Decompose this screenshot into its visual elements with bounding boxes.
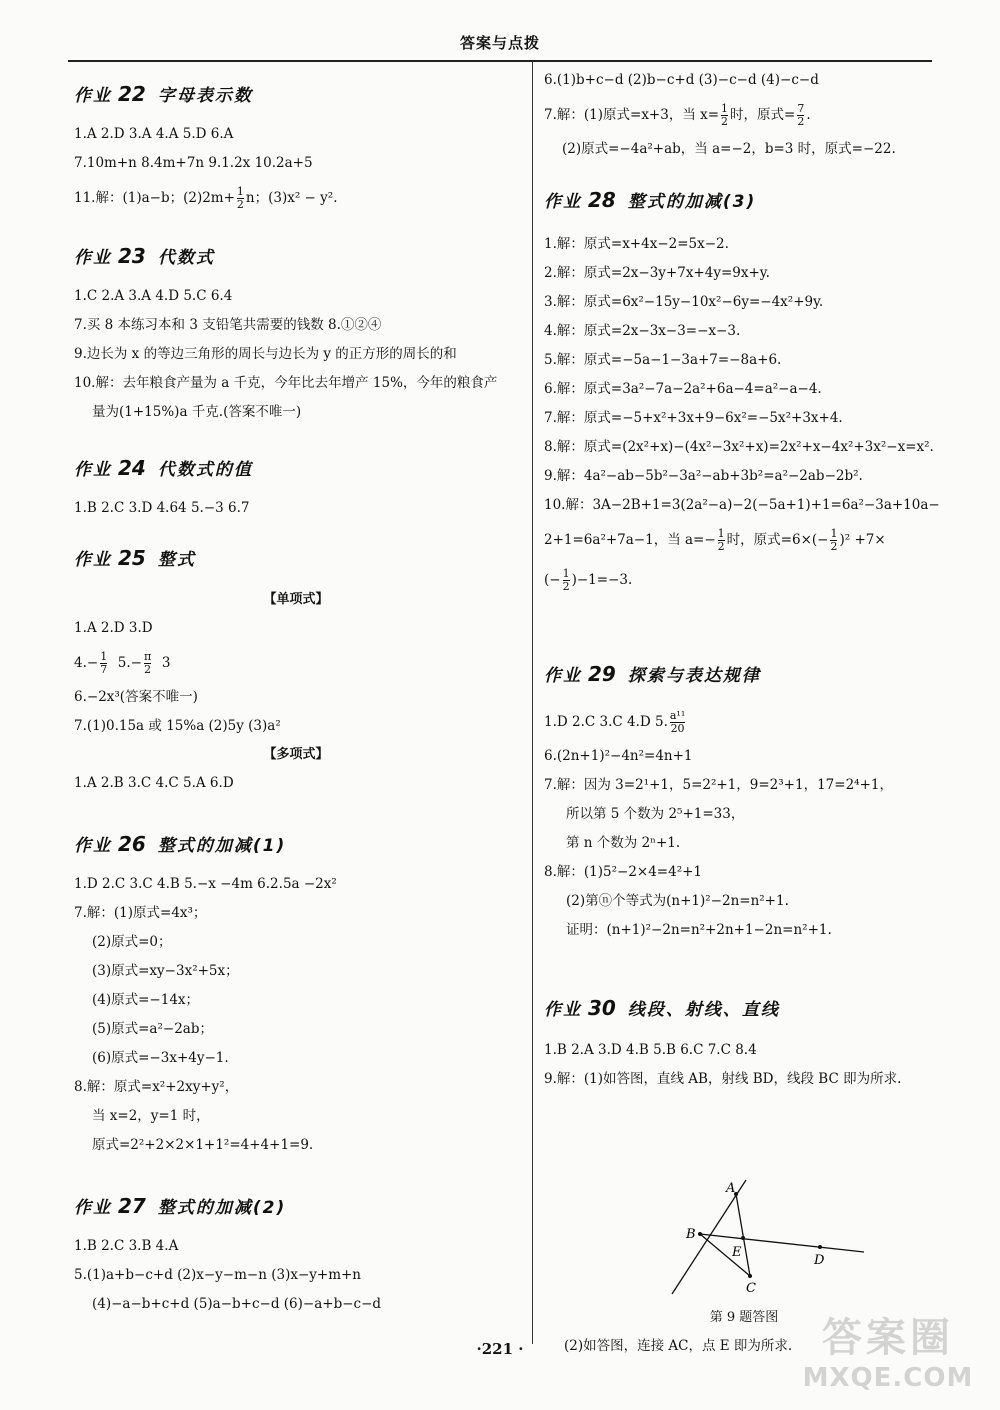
answer-line: 1.B 2.C 3.B 4.A — [74, 1238, 179, 1254]
label-c: C — [746, 1281, 756, 1296]
section-30 — [544, 996, 944, 1094]
answer-line: 1.A 2.D 3.D — [74, 620, 153, 636]
subheading-polynomial: 【多项式】 — [263, 747, 329, 762]
answer-line: 10.解：去年粮食产量为 a 千克，今年比去年增产 15%，今年的粮食产 — [74, 375, 498, 391]
point-d — [818, 1245, 822, 1249]
answer-line: 10.解：3A−2B+1=3(2a²−a)−2(−5a+1)+1=6a²−3a+10a− — [544, 497, 940, 513]
label-b: B — [686, 1227, 696, 1242]
section-24 — [74, 456, 518, 523]
line-ab — [672, 1180, 746, 1294]
answer-line: 1.D 2.C 3.C 4.D 5. $\frac{\text{a¹¹}}{20}$ — [544, 709, 686, 735]
section-23 — [74, 244, 518, 427]
answer-line: 证明：(n+1)²−2n=n²+2n+1−2n=n²+1. — [566, 922, 832, 938]
answer-line: 2.解：原式=2x−3y+7x+4y=9x+y. — [544, 265, 770, 281]
answer-line: 7.解：(1)原式=x+3，当 x= $\frac{1}{2}$ 时，原式= $\frac{7}{2}$ . — [544, 102, 811, 128]
answer-line: (2)第ⓝ个等式为(n+1)²−2n=n²+1. — [566, 893, 789, 909]
watermark-line1: 答案圈 — [822, 1315, 954, 1361]
section-25 — [74, 546, 518, 798]
segment-bc — [700, 1234, 750, 1276]
answer-line: 原式=2²+2×2×1+1²=4+4+1=9. — [92, 1137, 314, 1153]
figure-caption: 第 9 题答图 — [709, 1310, 779, 1325]
answer-line: (2)原式=0； — [92, 934, 172, 950]
answer-line: 1.B 2.C 3.D 4.64 5.−3 6.7 — [74, 500, 250, 516]
answer-line: 11.解：(1)a−b；(2)2m+ $\frac{1}{2}$ n；(3)x² − y². — [74, 185, 338, 211]
section-28 — [544, 188, 944, 600]
section-27-continued — [544, 66, 944, 164]
section-heading: 作业 22 字母表示数 — [74, 82, 253, 106]
section-heading: 作业 30 线段、射线、直线 — [544, 996, 780, 1020]
segment-ac — [736, 1194, 750, 1276]
answer-line: 8.解：(1)5²−2×4=4²+1 — [544, 864, 703, 880]
answer-line: 1.D 2.C 3.C 4.B 5.−x −4m 6.2.5a −2x² — [74, 876, 337, 892]
answer-line: (4)−a−b+c+d (5)a−b+c−d (6)−a+b−c−d — [92, 1296, 382, 1312]
answer-line: (6)原式=−3x+4y−1. — [92, 1050, 229, 1066]
section-27 — [74, 1194, 518, 1319]
figure-q9 — [664, 1166, 864, 1298]
answer-line: 9.解：(1)如答图，直线 AB，射线 BD，线段 BC 即为所求. — [544, 1071, 902, 1087]
answer-line: 3.解：原式=6x²−15y−10x²−6y=−4x²+9y. — [544, 294, 824, 310]
column-divider — [532, 62, 533, 1344]
label-a: A — [726, 1181, 736, 1196]
answer-line: 1.B 2.A 3.D 4.B 5.B 6.C 7.C 8.4 — [544, 1042, 757, 1058]
answer-line: 7.(1)0.15a 或 15%a (2)5y (3)a² — [74, 718, 281, 734]
answer-line: 7.解：原式=−5+x²+3x+9−6x²=−5x²+3x+4. — [544, 410, 843, 426]
answer-line: (4)原式=−14x； — [92, 992, 200, 1008]
section-heading: 作业 27 整式的加减(2) — [74, 1194, 287, 1218]
answer-line: (5)原式=a²−2ab； — [92, 1021, 213, 1037]
answer-line: 1.A 2.D 3.A 4.A 5.D 6.A — [74, 126, 234, 142]
section-heading: 作业 24 代数式的值 — [74, 456, 253, 480]
page-header-title: 答案与点拨 — [459, 34, 540, 52]
section-26 — [74, 832, 518, 1160]
answer-line: 4.− $\frac{1}{7}$ 5.− $\frac{\pi}{2}$ 3 — [74, 650, 171, 676]
watermark — [794, 1306, 982, 1393]
label-d: D — [814, 1253, 825, 1268]
ray-bd — [700, 1234, 864, 1252]
section-heading: 作业 26 整式的加减(1) — [74, 832, 287, 856]
point-c — [748, 1274, 752, 1278]
answer-line: 9.边长为 x 的等边三角形的周长与边长为 y 的正方形的周长的和 — [74, 346, 457, 362]
answer-line: 1.解：原式=x+4x−2=5x−2. — [544, 236, 729, 252]
answer-line: 第 n 个数为 2ⁿ+1. — [566, 835, 681, 851]
answer-line: 所以第 5 个数为 2⁵+1=33， — [566, 806, 745, 822]
watermark-line2: MXQE.COM — [802, 1363, 974, 1393]
header-rule — [68, 60, 932, 62]
subheading-monomial: 【单项式】 — [263, 592, 329, 607]
answer-line: 5.(1)a+b−c+d (2)x−y−m−n (3)x−y+m+n — [74, 1267, 362, 1283]
answer-line: 6.−2x³(答案不唯一) — [74, 689, 198, 705]
section-heading: 作业 29 探索与表达规律 — [544, 662, 761, 686]
answer-line: 当 x=2，y=1 时， — [92, 1108, 210, 1124]
answer-line: 5.解：原式=−5a−1−3a+7=−8a+6. — [544, 352, 782, 368]
answer-line: 量为(1+15%)a 千克.(答案不唯一) — [92, 404, 302, 420]
section-heading: 作业 28 整式的加减(3) — [544, 188, 757, 212]
answer-line: 6.(2n+1)²−4n²=4n+1 — [544, 748, 693, 764]
section-29 — [544, 662, 944, 945]
answer-line: 6.解：原式=3a²−7a−2a²+6a−4=a²−a−4. — [544, 381, 822, 397]
answer-line: 7.10m+n 8.4m+7n 9.1.2x 10.2a+5 — [74, 155, 313, 171]
answer-line: 9.解：4a²−ab−5b²−3a²−ab+3b²=a²−2ab−2b². — [544, 468, 863, 484]
answer-line: (3)原式=xy−3x²+5x； — [92, 963, 239, 979]
answer-line: 7.买 8 本练习本和 3 支铅笔共需要的钱数 8.①②④ — [74, 317, 382, 333]
answer-line: 8.解：原式=(2x²+x)−(4x²−3x²+x)=2x²+x−4x²+3x²−x=x². — [544, 439, 934, 455]
answer-line: 1.A 2.B 3.C 4.C 5.A 6.D — [74, 775, 234, 791]
answer-line: (2)原式=−4a²+ab，当 a=−2，b=3 时，原式=−22. — [562, 141, 896, 157]
answer-line: (2)如答图，连接 AC，点 E 即为所求. — [564, 1338, 793, 1354]
answer-line: 4.解：原式=2x−3x−3=−x−3. — [544, 323, 741, 339]
point-e — [741, 1236, 745, 1240]
label-e: E — [732, 1245, 742, 1260]
answer-line: 6.(1)b+c−d (2)b−c+d (3)−c−d (4)−c−d — [544, 72, 819, 88]
answer-line: 7.解：因为 3=2¹+1，5=2²+1，9=2³+1，17=2⁴+1， — [544, 777, 893, 793]
geometry-diagram — [664, 1166, 864, 1298]
section-heading: 作业 23 代数式 — [74, 244, 215, 268]
point-b — [698, 1232, 702, 1236]
answer-line: 7.解：(1)原式=4x³； — [74, 905, 207, 921]
answer-line: 8.解：原式=x²+2xy+y²， — [74, 1079, 239, 1095]
answer-line: (− $\frac{1}{2}$ )−1=−3. — [544, 567, 633, 593]
page-number: ·221 · — [476, 1340, 524, 1358]
answer-line: 1.C 2.A 3.A 4.D 5.C 6.4 — [74, 288, 233, 304]
section-heading: 作业 25 整式 — [74, 546, 196, 570]
section-22 — [74, 82, 518, 218]
answer-line: 2+1=6a²+7a−1，当 a=− $\frac{1}{2}$ 时，原式=6×(− $\frac{1}{2}$ )² +7× — [544, 527, 886, 553]
